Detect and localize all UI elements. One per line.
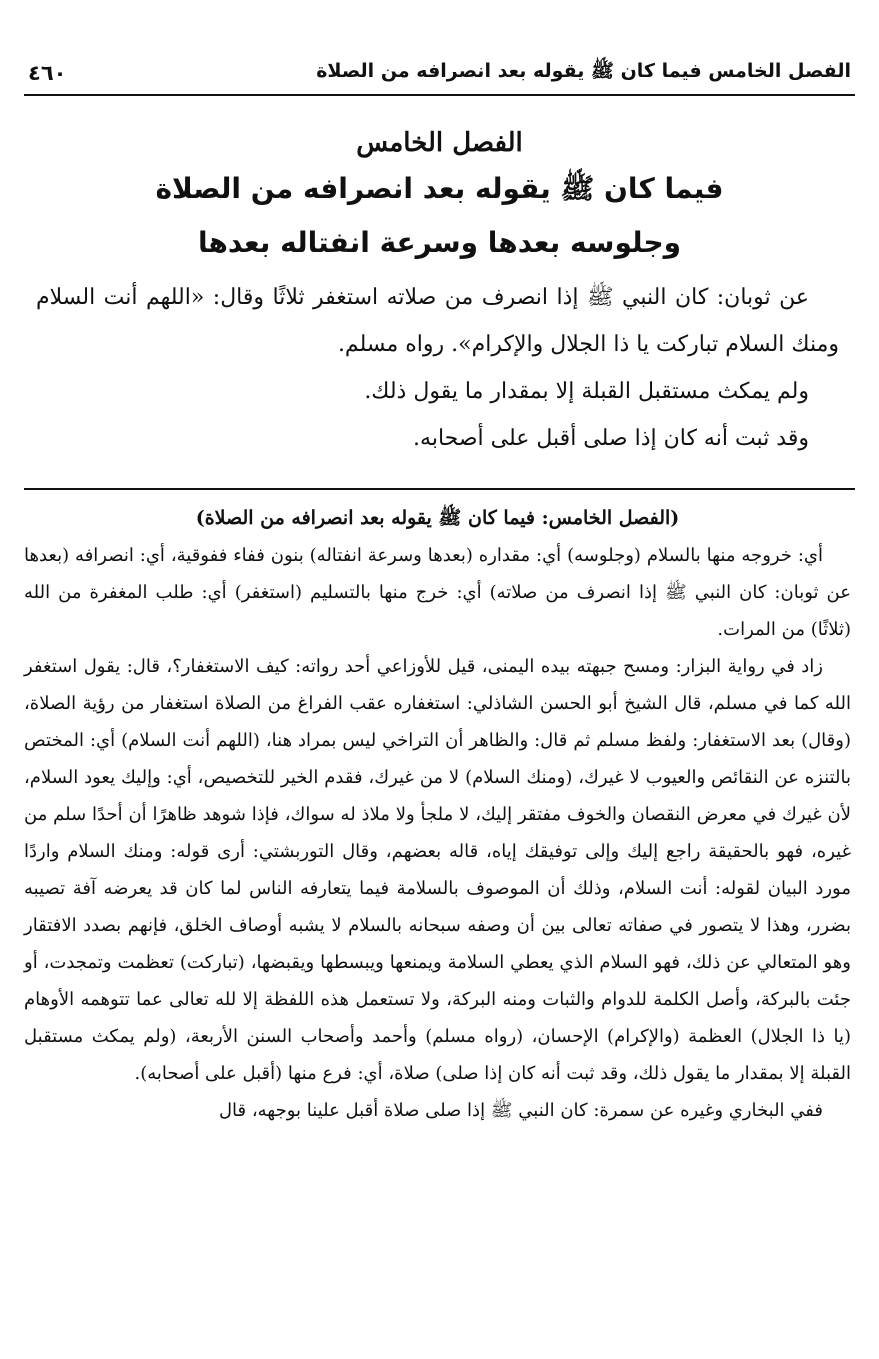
commentary-paragraph-3: ففي البخاري وغيره عن سمرة: كان النبي ﷺ إذا صلى صلاة أقبل علينا بوجهه، قال (218, 1100, 823, 1121)
main-text (36, 274, 839, 462)
chapter-title-line-1: فيما كان ﷺ يقوله بعد انصرافه من الصلاة (155, 172, 724, 205)
running-head-title: الفصل الخامس فيما كان ﷺ يقوله بعد انصرافه من الصلاة (316, 60, 851, 82)
commentary (24, 500, 851, 1129)
page-number: ٤٦٠ (28, 61, 67, 85)
commentary-paragraph-1: أي: خروجه منها بالسلام (وجلوسه) أي: مقداره (بعدها وسرعة انفتاله) بنون ففاء ففوقية، أي: انصرافه (بعدها عن ثوبان: كان النبي ﷺ إذا انصرف من صلاته) أي: خرج منها بالتسليم (استغفر) أي: طلب المغفرة من الله (ثلاثًا) من المرات. (24, 545, 851, 640)
main-paragraph-1: عن ثوبان: كان النبي ﷺ إذا انصرف من صلاته استغفر ثلاثًا وقال: «اللهم أنت السلام ومنك السلام تباركت يا ذا الجلال والإكرام». رواه مسلم. (36, 285, 839, 357)
running-head (28, 56, 851, 90)
chapter-label: الفصل الخامس (356, 128, 523, 158)
main-paragraph-2: ولم يمكث مستقبل القبلة إلا بمقدار ما يقول ذلك. (364, 379, 809, 404)
chapter-title-line-2: وجلوسه بعدها وسرعة انفتاله بعدها (197, 226, 682, 259)
commentary-paragraph-2: زاد في رواية البزار: ومسح جبهته بيده اليمنى، قيل للأوزاعي أحد رواته: كيف الاستغفار؟، قال: يقول استغفر الله كما في مسلم، قال الشيخ أبو الحسن الشاذلي: استغفاره عقب الفراغ من الصلاة استغفار من رؤية الصلاة، (وقال) بعد الاستغفار: ولفظ مسلم ثم قال: والظاهر أن التراخي ليس بمراد هنا، (اللهم أنت السلام) أي: المختص بالتنزه عن النقائص والعيوب لا غيرك، (ومنك السلام) لا من غيرك، فقدم الخير للتخصيص، أي: وإليك يعود السلام، لأن غيرك في معرض النقصان والخوف مفتقر إليك، لا ملجأ ولا ملاذ له سواك، فإذا شوهد ظاهرًا أن أحدًا سلم من غيره، فهو بالحقيقة راجع إليك وإلى توفيقك إياه، قاله بعضهم، وقال التوربشتي: أرى قوله: ومنك السلام واردًا مورد البيان لقوله: أنت السلام، وذلك أن الموصوف بالسلامة فيما يتعارفه الناس لما كان قد يعرضه آفة تصيبه بضرر، وهذا لا يتصور في صفاته تعالى بين أن وصفه سبحانه بالسلام لا يشبه أوصاف الخلق، فإنهم بصدد الافتقار وهو المتعالي عن ذلك، فهو السلام الذي يعطي السلامة ويمنعها ويبسطها ويقبضها، (تباركت) تعظمت وتمجدت، أو جئت بالبركة، وأصل الكلمة للدوام والثبات ومنه البركة، ولا تستعمل هذه اللفظة إلا لله تعالى عما تتوهمه الأوهام (يا ذا الجلال) العظمة (والإكرام) الإحسان، (رواه مسلم) وأحمد وأصحاب السنن الأربعة، (ولم يمكث مستقبل القبلة إلا بمقدار ما يقول ذلك، وقد ثبت أنه كان إذا صلى) صلاة، أي: فرع منها (أقبل على أصحابه). (24, 656, 851, 1084)
header-divider (24, 94, 855, 96)
main-paragraph-3: وقد ثبت أنه كان إذا صلى أقبل على أصحابه. (413, 426, 809, 451)
commentary-heading: (الفصل الخامس: فيما كان ﷺ يقوله بعد انصرافه من الصلاة) (195, 507, 680, 529)
commentary-divider (24, 488, 855, 490)
